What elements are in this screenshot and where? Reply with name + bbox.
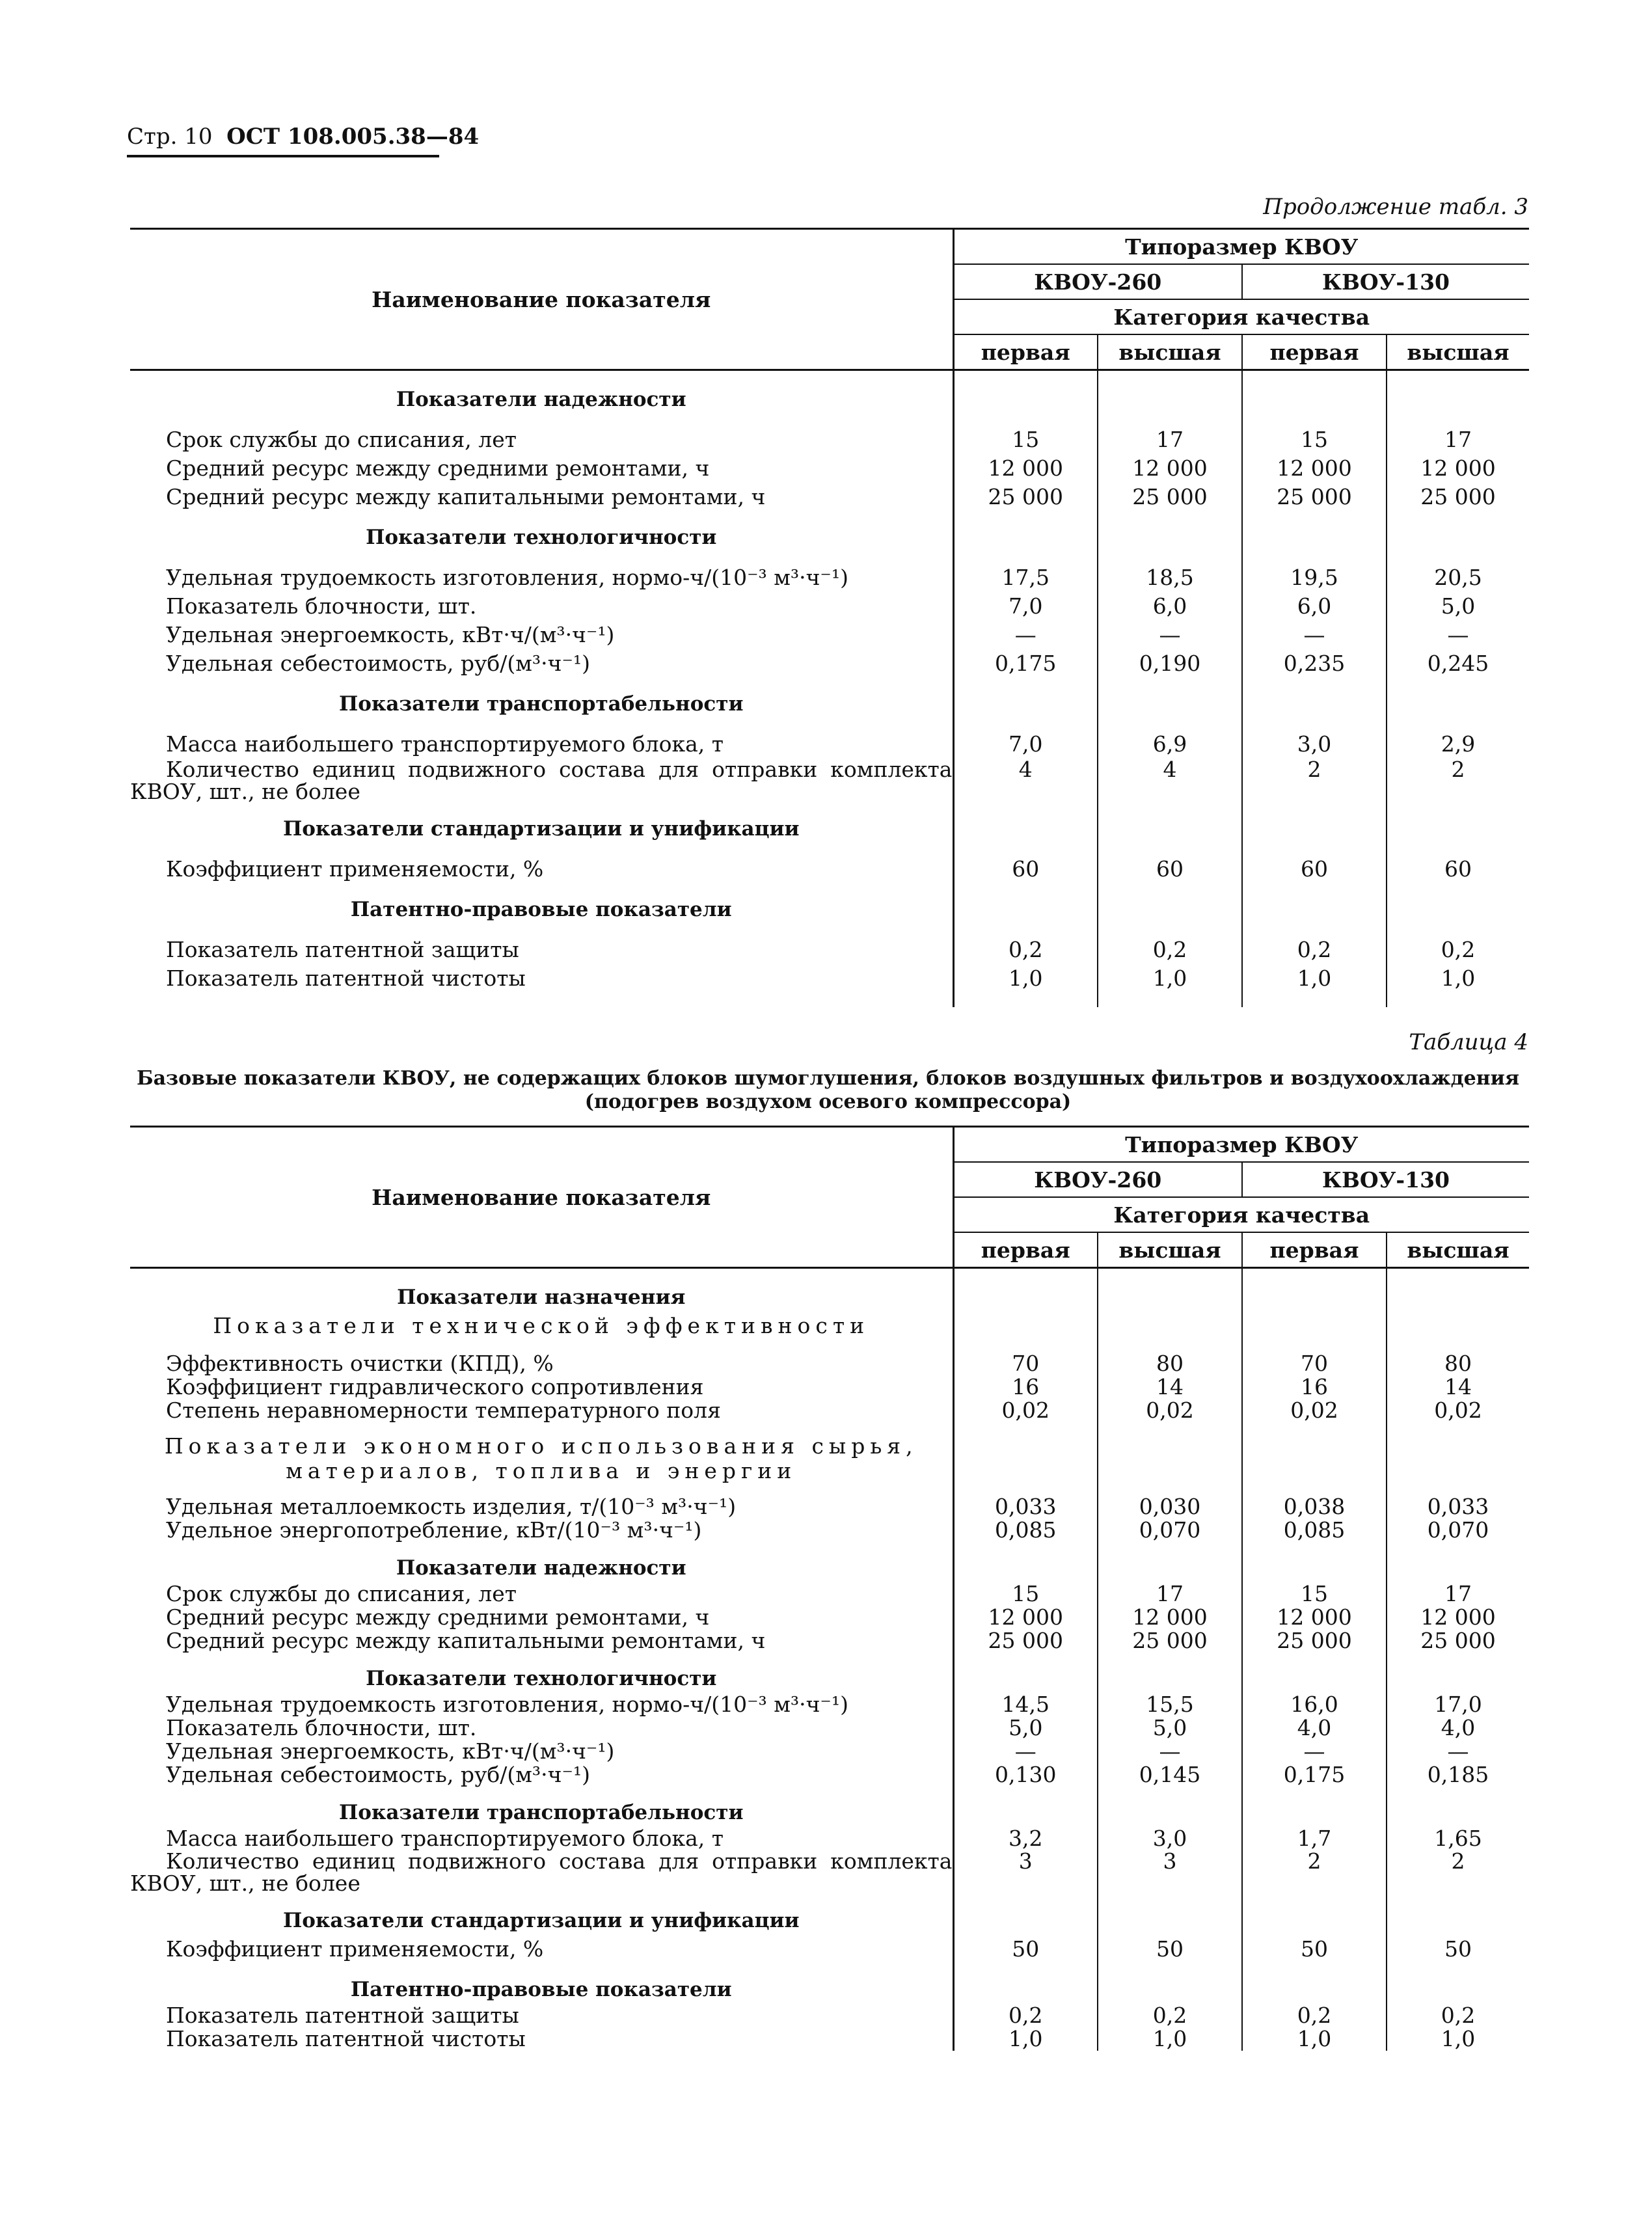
- cell-value: 0,02: [953, 1399, 1098, 1422]
- section-title: Показатели транспортабельности: [130, 690, 953, 718]
- cell-value: 16: [953, 1375, 1098, 1399]
- cell-value: 1,0: [1098, 2027, 1242, 2051]
- cell-value: 0,070: [1098, 1519, 1242, 1542]
- cell-value: 17: [1444, 1581, 1472, 1606]
- cell-value: 12 000: [1098, 1606, 1242, 1629]
- cell-value: 50: [1242, 1935, 1387, 1964]
- table-row: [130, 2027, 1529, 2051]
- cell-value: 14: [1444, 1374, 1472, 1399]
- cell-value: 0,030: [1098, 1495, 1242, 1519]
- cell-value: 0,085: [1242, 1519, 1387, 1542]
- cell-value: 0,175: [1242, 1763, 1387, 1787]
- table-row: [130, 1693, 1529, 1716]
- cell-value: 20,5: [1434, 565, 1482, 590]
- cell-value: 12 000: [953, 454, 1098, 483]
- cell-value: 0,2: [953, 936, 1098, 964]
- grade-header: первая: [1242, 1232, 1387, 1268]
- cell-value: 80: [1444, 1351, 1472, 1376]
- row-label: Удельная энергоемкость, кВт·ч/(м³·ч⁻¹): [130, 621, 953, 649]
- cell-value: 12 000: [1420, 1604, 1496, 1630]
- table-row: [130, 483, 1529, 511]
- cell-value: 60: [1098, 855, 1242, 884]
- cell-value: 50: [1444, 1936, 1472, 1962]
- cell-value: 12 000: [1098, 454, 1242, 483]
- cell-value: 4: [1098, 759, 1242, 803]
- cell-value: 1,7: [1242, 1827, 1387, 1850]
- table-row: [130, 1519, 1529, 1542]
- table-row: [130, 1582, 1529, 1606]
- row-label: Показатель патентной защиты: [130, 2004, 953, 2027]
- cell-value: 0,038: [1242, 1495, 1387, 1519]
- cell-value: 1,0: [1098, 964, 1242, 993]
- cell-value: —: [1098, 1740, 1242, 1763]
- table-row: [130, 2004, 1529, 2027]
- row-label: Средний ресурс между средними ремонтами, ч: [130, 454, 953, 483]
- cell-value: 7,0: [953, 592, 1098, 621]
- standard-code: ОСТ 108.005.38—84: [226, 124, 480, 150]
- row-label: Средний ресурс между средними ремонтами, ч: [130, 1606, 953, 1629]
- cell-value: 3,0: [1098, 1827, 1242, 1850]
- cell-value: 1,0: [1242, 2027, 1387, 2051]
- table-row: [130, 454, 1529, 483]
- cell-value: 50: [953, 1935, 1098, 1964]
- cell-value: 12 000: [1242, 1606, 1387, 1629]
- cell-value: 60: [1444, 856, 1472, 882]
- subsection-title: материалов, топлива и энергии: [130, 1459, 953, 1483]
- cell-value: 0,235: [1242, 649, 1387, 678]
- cell-value: 25 000: [953, 1629, 1098, 1653]
- table-row: [130, 1495, 1529, 1519]
- cell-value: 19,5: [1242, 563, 1387, 592]
- cell-value: 2: [1242, 1850, 1387, 1895]
- cell-value: 60: [953, 855, 1098, 884]
- subsection-title: Показатели экономного использования сырья,: [130, 1434, 953, 1459]
- cell-value: 12 000: [1420, 455, 1496, 481]
- table-row: [130, 1850, 1529, 1895]
- cell-value: 25 000: [1242, 1629, 1387, 1653]
- row-label: Показатель патентной защиты: [130, 936, 953, 964]
- cell-value: 12 000: [953, 1606, 1098, 1629]
- page-header: [127, 124, 479, 150]
- cell-value: 0,2: [1242, 2004, 1387, 2027]
- table4: [130, 1126, 1529, 2051]
- model-header: КВОУ-130: [1242, 1162, 1529, 1197]
- row-label: Показатель блочности, шт.: [130, 1716, 953, 1740]
- cell-value: —: [953, 1740, 1098, 1763]
- cell-value: 18,5: [1098, 563, 1242, 592]
- row-label: Показатель патентной чистоты: [130, 964, 953, 993]
- section-title: Показатели назначения: [130, 1283, 953, 1312]
- cell-value: 0,2: [1098, 936, 1242, 964]
- table-row: [130, 426, 1529, 454]
- cell-value: 0,02: [1098, 1399, 1242, 1422]
- cell-value: 0,2: [1441, 2003, 1476, 2028]
- cell-value: 2: [1451, 1848, 1465, 1874]
- cell-value: 50: [1098, 1935, 1242, 1964]
- row-label: Масса наибольшего транспортируемого блока, т: [130, 1827, 953, 1850]
- cell-value: 25 000: [1242, 483, 1387, 511]
- header-underline: [127, 155, 439, 157]
- cell-value: 14,5: [953, 1693, 1098, 1716]
- row-label: Коэффициент гидравлического сопротивления: [130, 1375, 953, 1399]
- cell-value: 0,185: [1427, 1762, 1489, 1787]
- cell-value: 16,0: [1242, 1693, 1387, 1716]
- cell-value: 25 000: [1420, 484, 1496, 509]
- table-row: [130, 730, 1529, 759]
- table4-body: [130, 1268, 1529, 2051]
- page-number: Стр. 10: [127, 124, 213, 150]
- cell-value: —: [1447, 622, 1469, 647]
- table-row: [130, 649, 1529, 678]
- cell-value: 6,9: [1098, 730, 1242, 759]
- table-row: [130, 1352, 1529, 1375]
- cell-value: 0,130: [953, 1763, 1098, 1787]
- cell-value: 17: [1098, 426, 1242, 454]
- cell-value: —: [1242, 621, 1387, 649]
- cell-value: —: [1242, 1740, 1387, 1763]
- cell-value: 17,0: [1434, 1692, 1482, 1717]
- table3-continuation-label: Продолжение табл. 3: [1263, 194, 1528, 220]
- row-label: Масса наибольшего транспортируемого блока, т: [130, 730, 953, 759]
- table-row: [130, 1827, 1529, 1850]
- table-row: [130, 621, 1529, 649]
- table-row: [130, 1935, 1529, 1964]
- cell-value: 0,2: [953, 2004, 1098, 2027]
- row-label: Эффективность очистки (КПД), %: [130, 1352, 953, 1375]
- cell-value: 0,2: [1242, 936, 1387, 964]
- section-title: Показатели технологичности: [130, 523, 953, 552]
- size-header: Типоразмер КВОУ: [953, 229, 1529, 265]
- cell-value: 7,0: [953, 730, 1098, 759]
- cell-value: 0,02: [1242, 1399, 1387, 1422]
- row-label: Срок службы до списания, лет: [130, 1582, 953, 1606]
- grade-header: высшая: [1098, 1232, 1242, 1268]
- cell-value: 0,070: [1427, 1517, 1489, 1543]
- table4-number: Таблица 4: [1409, 1029, 1528, 1055]
- row-label: Удельная металлоемкость изделия, т/(10⁻³ м³·ч⁻¹): [130, 1495, 953, 1519]
- subsection-title: Показатели технической эффективности: [130, 1312, 953, 1340]
- row-label: Коэффициент применяемости, %: [130, 1935, 953, 1964]
- table-row: [130, 1716, 1529, 1740]
- cell-value: 1,0: [953, 2027, 1098, 2051]
- size-header: Типоразмер КВОУ: [953, 1127, 1529, 1163]
- section-title: Патентно-правовые показатели: [130, 1975, 953, 2004]
- table-row: [130, 1763, 1529, 1787]
- cell-value: 15: [953, 1582, 1098, 1606]
- cell-value: —: [1447, 1738, 1469, 1764]
- row-label: Удельное энергопотребление, кВт/(10⁻³ м³·ч⁻¹): [130, 1519, 953, 1542]
- section-title: Патентно-правовые показатели: [130, 895, 953, 924]
- cell-value: 1,65: [1434, 1826, 1482, 1851]
- table3-body: [130, 370, 1529, 1008]
- cell-value: —: [953, 621, 1098, 649]
- cell-value: 3,0: [1242, 730, 1387, 759]
- cell-value: 4,0: [1242, 1716, 1387, 1740]
- cell-value: 25 000: [1098, 1629, 1242, 1653]
- cell-value: 70: [1242, 1352, 1387, 1375]
- cell-value: 0,033: [953, 1495, 1098, 1519]
- table-row: [130, 1740, 1529, 1763]
- section-title: Показатели стандартизации и унификации: [130, 815, 953, 843]
- cell-value: 4,0: [1441, 1715, 1476, 1740]
- cell-value: 25 000: [1420, 1628, 1496, 1653]
- grade-header: первая: [953, 334, 1098, 370]
- cell-value: 4: [953, 759, 1098, 803]
- cell-value: 1,0: [1242, 964, 1387, 993]
- row-label: Удельная энергоемкость, кВт·ч/(м³·ч⁻¹): [130, 1740, 953, 1763]
- cell-value: 0,190: [1098, 649, 1242, 678]
- model-header: КВОУ-260: [953, 264, 1242, 299]
- cell-value: 3: [1098, 1850, 1242, 1895]
- cell-value: 17: [1098, 1582, 1242, 1606]
- cell-value: 15: [1242, 1582, 1387, 1606]
- row-label: Удельная трудоемкость изготовления, нормо-ч/(10⁻³ м³·ч⁻¹): [130, 1693, 953, 1716]
- cell-value: 6,0: [1242, 592, 1387, 621]
- section-title: Показатели технологичности: [130, 1664, 953, 1693]
- row-label: Показатель блочности, шт.: [130, 592, 953, 621]
- cell-value: 1,0: [953, 964, 1098, 993]
- cell-value: 14: [1098, 1375, 1242, 1399]
- name-column-header: Наименование показателя: [130, 229, 953, 370]
- cell-value: 16: [1242, 1375, 1387, 1399]
- table-row: [130, 1606, 1529, 1629]
- row-label: Удельная трудоемкость изготовления, нормо-ч/(10⁻³ м³·ч⁻¹): [130, 563, 953, 592]
- cell-value: 70: [953, 1352, 1098, 1375]
- cell-value: 60: [1242, 855, 1387, 884]
- table3: [130, 228, 1529, 1007]
- model-header: КВОУ-130: [1242, 264, 1529, 299]
- cell-value: 1,0: [1441, 2026, 1476, 2051]
- cell-value: 5,0: [953, 1716, 1098, 1740]
- row-label: Степень неравномерности температурного поля: [130, 1399, 953, 1422]
- cell-value: 2: [1451, 757, 1465, 782]
- section-title: Показатели транспортабельности: [130, 1798, 953, 1827]
- cell-value: 5,0: [1098, 1716, 1242, 1740]
- table-row: [130, 936, 1529, 964]
- grade-header: первая: [1242, 334, 1387, 370]
- table-row: [130, 1629, 1529, 1653]
- category-header: Категория качества: [953, 1197, 1529, 1232]
- table3-header: [130, 229, 1529, 370]
- cell-value: 6,0: [1098, 592, 1242, 621]
- table-row: [130, 855, 1529, 884]
- table4-title: Базовые показатели КВОУ, не содержащих блоков шумоглушения, блоков воздушных фильтров и воздухоохлаждения (подогрев воздухом осевого компрессора): [136, 1067, 1520, 1113]
- row-label: Средний ресурс между капитальными ремонтами, ч: [130, 1629, 953, 1653]
- cell-value: 17,5: [953, 563, 1098, 592]
- grade-header: высшая: [1407, 1237, 1510, 1263]
- cell-value: 0,175: [953, 649, 1098, 678]
- grade-header: высшая: [1098, 334, 1242, 370]
- cell-value: 0,2: [1098, 2004, 1242, 2027]
- table-row: [130, 1375, 1529, 1399]
- row-label: Показатель патентной чистоты: [130, 2027, 953, 2051]
- cell-value: 0,02: [1434, 1398, 1482, 1423]
- cell-value: 0,245: [1427, 651, 1489, 676]
- cell-value: 15: [1242, 426, 1387, 454]
- section-title: Показатели стандартизации и унификации: [130, 1906, 953, 1935]
- cell-value: 80: [1098, 1352, 1242, 1375]
- cell-value: 15: [953, 426, 1098, 454]
- section-title: Показатели надежности: [130, 1554, 953, 1582]
- table-row: [130, 1399, 1529, 1422]
- cell-value: 25 000: [1098, 483, 1242, 511]
- cell-value: 5,0: [1441, 593, 1476, 619]
- grade-header: высшая: [1407, 339, 1510, 365]
- cell-value: 3,2: [953, 1827, 1098, 1850]
- cell-value: 0,2: [1441, 937, 1476, 962]
- cell-value: 0,085: [953, 1519, 1098, 1542]
- row-label: Количество единиц подвижного состава для отправки комплекта КВОУ, шт., не более: [130, 757, 953, 804]
- table-row: [130, 759, 1529, 803]
- table-row: [130, 964, 1529, 993]
- cell-value: 25 000: [953, 483, 1098, 511]
- row-label: Количество единиц подвижного состава для отправки комплекта КВОУ, шт., не более: [130, 1848, 953, 1896]
- grade-header: первая: [953, 1232, 1098, 1268]
- cell-value: 15,5: [1098, 1693, 1242, 1716]
- table4-header: [130, 1127, 1529, 1268]
- row-label: Удельная себестоимость, руб/(м³·ч⁻¹): [130, 1763, 953, 1787]
- row-label: Срок службы до списания, лет: [130, 426, 953, 454]
- row-label: Коэффициент применяемости, %: [130, 855, 953, 884]
- cell-value: 0,033: [1427, 1494, 1489, 1519]
- name-column-header: Наименование показателя: [130, 1127, 953, 1268]
- cell-value: 2,9: [1441, 731, 1476, 757]
- row-label: Средний ресурс между капитальными ремонтами, ч: [130, 483, 953, 511]
- model-header: КВОУ-260: [953, 1162, 1242, 1197]
- cell-value: 0,145: [1098, 1763, 1242, 1787]
- cell-value: 17: [1444, 427, 1472, 452]
- section-title: Показатели надежности: [130, 385, 953, 414]
- table-row: [130, 592, 1529, 621]
- cell-value: 12 000: [1242, 454, 1387, 483]
- cell-value: —: [1098, 621, 1242, 649]
- table-row: [130, 563, 1529, 592]
- cell-value: 3: [953, 1850, 1098, 1895]
- cell-value: 1,0: [1441, 966, 1476, 991]
- category-header: Категория качества: [953, 299, 1529, 334]
- cell-value: 2: [1242, 759, 1387, 803]
- row-label: Удельная себестоимость, руб/(м³·ч⁻¹): [130, 649, 953, 678]
